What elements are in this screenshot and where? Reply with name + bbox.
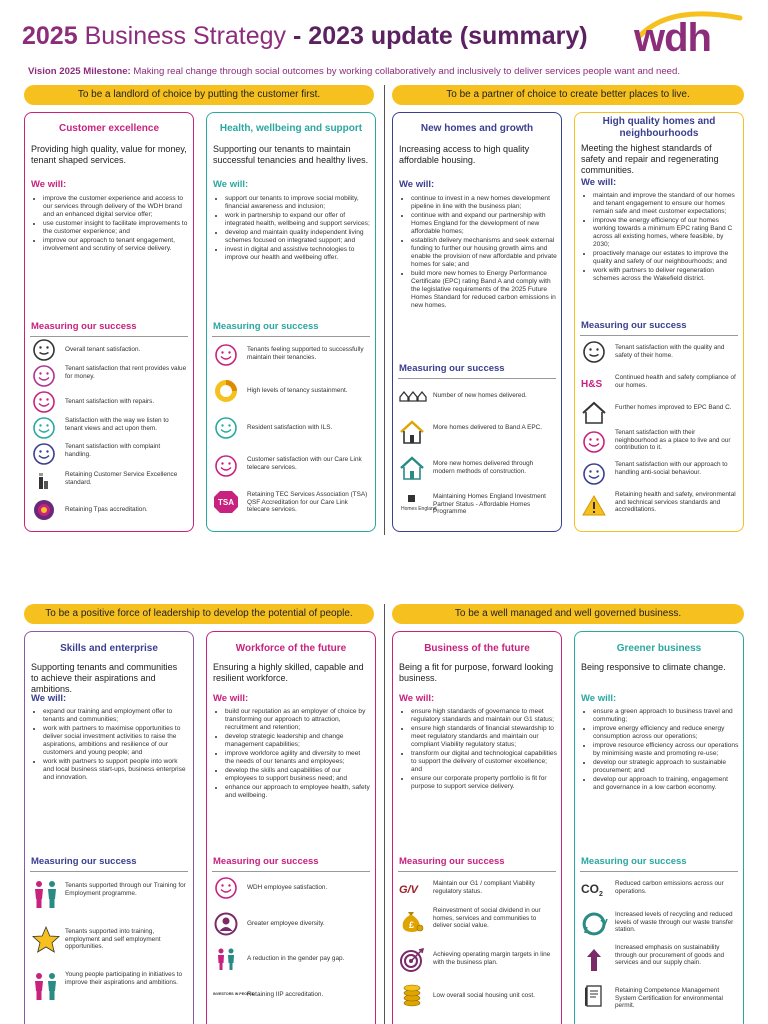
people-icon xyxy=(31,971,61,1001)
card-health-wellbeing xyxy=(206,112,376,532)
card-title: New homes and growth xyxy=(420,123,534,134)
list-item: • develop and maintain quality independent living schemes focused on integrated support; and xyxy=(225,229,371,245)
commitments-list xyxy=(31,708,189,783)
measure-text: Reduced carbon emissions across our operations. xyxy=(615,880,724,895)
hs-text: H&S xyxy=(581,379,603,390)
list-item: • work with partners to support people into work and local business start-ups, business enterprise and innovation. xyxy=(43,758,189,782)
we-will-heading: We will: xyxy=(213,179,249,190)
card-title: Skills and enterprise xyxy=(60,643,158,654)
divider xyxy=(398,871,556,872)
measuring-heading: Measuring our success xyxy=(31,321,137,332)
people-icon xyxy=(213,946,239,972)
we-will-heading: We will: xyxy=(213,693,249,704)
divider xyxy=(212,336,370,337)
banner-leadership: To be a positive force of leadership to develop the potential of people. xyxy=(24,604,374,624)
list-item: • work in partnership to expand our offer of integrated health, wellbeing and support services; xyxy=(225,212,371,228)
card-intro: Being responsive to climate change. xyxy=(581,662,726,672)
list-item: • ensure high standards of governance to meet regulatory standards and maintain our G1 status; xyxy=(411,708,557,724)
commitments-list xyxy=(213,708,371,801)
measure-row xyxy=(213,911,369,937)
measure-text: Number of new homes delivered. xyxy=(433,392,527,399)
commitments-list xyxy=(399,195,557,311)
measure-text: Young people participating in initiatives to improve their aspirations and ambitions. xyxy=(65,971,183,986)
smiley-face-icon xyxy=(213,342,239,368)
list-item: • ensure high standards of financial stewardship to meet regulatory standards and maintain our compliant Viability regulatory status; xyxy=(411,725,557,749)
divider xyxy=(580,871,738,872)
measure-text: Increased emphasis on sustainability through our procurement of goods and services and our supply chain. xyxy=(615,944,725,967)
list-item: • improve our approach to tenant engagement, involvement and scrutiny of service delivery. xyxy=(43,237,189,253)
measure-text: Reinvestment of social dividend in our homes, services and communities to deliver social value. xyxy=(433,907,541,930)
divider xyxy=(398,378,556,379)
list-item: • work with partners to maximise opportunities to deliver social investment activities to raise the aspirations, ambitions and resilience of our customers and young people; and xyxy=(43,725,189,757)
svg-text:£: £ xyxy=(408,920,415,930)
measuring-heading: Measuring our success xyxy=(399,856,505,867)
recycle-icon xyxy=(581,911,607,937)
title-main: Business Strategy xyxy=(77,22,294,50)
title-year: 2025 xyxy=(22,22,78,50)
measure-row xyxy=(213,946,369,972)
measure-text: Tenant satisfaction with repairs. xyxy=(65,398,155,405)
smiley-face-icon xyxy=(213,875,239,901)
star-icon xyxy=(31,925,61,955)
measure-row xyxy=(399,419,555,445)
measure-row xyxy=(31,879,187,911)
measure-row xyxy=(399,947,555,973)
commitments-list xyxy=(581,708,739,793)
measure-text: High levels of tenancy sustainment. xyxy=(247,387,348,394)
list-item: • build more new homes to Energy Performance Certificate (EPC) rating Band A and comply with the legislative requirements of the 2025 Future Homes Standard for reduced carbon emissions in new homes. xyxy=(411,270,557,310)
card-customer-excellence xyxy=(24,112,194,532)
house-icon xyxy=(399,419,425,445)
smiley-face-icon xyxy=(31,389,57,415)
list-item: • continue with and expand our partnership with Homes England for the development of new affordable homes; xyxy=(411,212,557,236)
list-item: • continue to invest in a new homes development pipeline in line with the business plan; xyxy=(411,195,557,211)
person-circle-icon xyxy=(213,911,239,937)
measure-row xyxy=(213,342,369,368)
measure-text: Retaining Competence Management System Certification for environmental permit. xyxy=(615,987,723,1010)
gv-logo-icon xyxy=(399,876,429,902)
measure-text: Tenants supported through our Training for Employment programme. xyxy=(65,882,186,897)
measure-row xyxy=(213,415,369,441)
tsa-text: TSA xyxy=(218,498,234,507)
card-business-future xyxy=(392,631,562,1024)
list-item: • maintain and improve the standard of our homes and tenant engagement to ensure our homes remain safe and meet customer expectations; xyxy=(593,192,739,216)
measure-text: Maintaining Homes England Investment Partner Status - Affordable Homes Programme xyxy=(433,493,546,516)
card-intro: Increasing access to high quality affordable housing. xyxy=(399,144,530,165)
card-title xyxy=(579,116,739,140)
divider xyxy=(212,871,370,872)
commitments-list xyxy=(213,195,371,263)
measure-text: Customer satisfaction with our Care Link telecare services. xyxy=(247,456,362,471)
measure-row xyxy=(581,461,737,487)
arrow-up-icon xyxy=(581,947,607,973)
measure-text: Tenants feeling supported to successfully maintain their tenancies. xyxy=(247,346,364,361)
card-skills-enterprise xyxy=(24,631,194,1024)
measure-text: Maintain our G1 / compliant Viability regulatory status. xyxy=(433,880,535,895)
smiley-face-icon xyxy=(31,363,57,389)
measure-row xyxy=(399,493,555,519)
list-item: • develop strategic leadership and change management capabilities; xyxy=(225,733,371,749)
measure-row xyxy=(581,876,737,902)
measure-row xyxy=(31,925,187,955)
card-high-quality-homes xyxy=(574,112,744,532)
list-item: • build our reputation as an employer of choice by transforming our approach to attraction, recruitment and retention; xyxy=(225,708,371,732)
banner-partner: To be a partner of choice to create better places to live. xyxy=(392,85,744,105)
card-greener-business xyxy=(574,631,744,1024)
measure-text: WDH employee satisfaction. xyxy=(247,884,328,891)
tpas-badge-icon xyxy=(31,497,57,523)
measure-row xyxy=(31,337,187,363)
logo-text: wdh xyxy=(634,16,711,60)
banner-landlord: To be a landlord of choice by putting the customer first. xyxy=(24,85,374,105)
card-intro: Providing high quality, value for money, tenant shaped services. xyxy=(31,144,187,165)
measure-row xyxy=(581,944,737,977)
list-item: • support our tenants to improve social mobility, financial awareness and inclusion; xyxy=(225,195,371,211)
money-bag-icon xyxy=(399,908,425,934)
card-title-text: High quality homes and neighbourhoods xyxy=(602,116,716,139)
homes-england-text: Homes England xyxy=(401,506,437,512)
smiley-face-icon xyxy=(213,415,239,441)
card-intro: Supporting our tenants to maintain successful tenancies and healthy lives. xyxy=(213,144,369,165)
measure-text: Retaining IIP accreditation. xyxy=(247,991,324,998)
measure-row xyxy=(581,493,737,519)
measuring-heading: Measuring our success xyxy=(213,856,319,867)
card-title: Workforce of the future xyxy=(235,643,347,654)
measure-text: More new homes delivered through modern methods of construction. xyxy=(433,460,534,475)
list-item: • proactively manage our estates to improve the quality and safety of our neighbourhoods; and xyxy=(593,250,739,266)
we-will-heading: We will: xyxy=(399,693,435,704)
co2-subscript: 2 xyxy=(599,891,603,898)
homes-england-logo-icon xyxy=(399,493,437,519)
card-title: Greener business xyxy=(616,643,702,654)
measure-text: Tenant satisfaction with their neighbourhood as a place to live and our contribution to it. xyxy=(615,429,731,452)
commitments-list xyxy=(581,192,739,284)
tsa-logo-icon xyxy=(213,489,239,515)
target-icon xyxy=(399,947,425,973)
houses-row-icon xyxy=(399,383,429,409)
card-new-homes xyxy=(392,112,562,532)
list-item: • improve resource efficiency across our operations by minimising waste and promoting re-use; xyxy=(593,742,739,758)
ring-chart-icon xyxy=(213,378,239,404)
measuring-heading: Measuring our success xyxy=(213,321,319,332)
measure-row xyxy=(31,389,187,415)
card-intro: Supporting tenants and communities to achieve their aspirations and ambitions. xyxy=(31,662,178,694)
measuring-heading: Measuring our success xyxy=(31,856,137,867)
measuring-heading: Measuring our success xyxy=(581,320,687,331)
card-intro: Meeting the highest standards of safety and repair and regenerating communities. xyxy=(581,143,719,175)
column-divider-top xyxy=(384,85,385,535)
list-item: • work with partners to deliver regeneration schemes across the Wakefield district. xyxy=(593,267,739,283)
measure-row xyxy=(213,982,369,1008)
list-item: • improve energy efficiency and reduce energy consumption across our operations; xyxy=(593,725,739,741)
list-item: • develop our approach to training, engagement and governance in a low carbon economy. xyxy=(593,776,739,792)
card-title: Health, wellbeing and support xyxy=(219,123,363,134)
measure-row xyxy=(399,383,555,409)
list-item: • ensure our corporate property portfolio is fit for purpose to support service delivery. xyxy=(411,775,557,791)
neutral-face-icon xyxy=(31,337,57,363)
measure-row xyxy=(31,363,187,389)
measure-text: Retaining health and safety, environmental and technical services standards and accreditations. xyxy=(615,491,736,514)
award-logo-icon xyxy=(31,469,57,495)
measure-row xyxy=(581,911,737,941)
we-will-heading: We will: xyxy=(581,177,617,188)
measure-text: Retaining TEC Services Association (TSA) QSF Accreditation for our Care Link telecare services. xyxy=(247,491,368,514)
title-update: 2023 update (summary) xyxy=(308,22,588,50)
measure-row xyxy=(31,415,187,441)
column-divider-bottom xyxy=(384,604,385,1024)
vision-statement xyxy=(28,66,680,77)
measure-text: Resident satisfaction with ILS. xyxy=(247,424,333,431)
we-will-heading: We will: xyxy=(31,693,67,704)
measure-row xyxy=(31,469,187,495)
list-item: • invest in digital and assistive technologies to improve our health and wellbeing offer. xyxy=(225,246,371,262)
page-title xyxy=(22,22,588,51)
co2-text: CO xyxy=(581,882,599,896)
divider xyxy=(30,871,188,872)
measure-text: Achieving operating margin targets in line with the business plan. xyxy=(433,951,551,966)
measure-row xyxy=(213,489,369,515)
measure-text: Further homes improved to EPC Band C. xyxy=(615,404,732,411)
measure-row xyxy=(581,983,737,1009)
measure-row xyxy=(581,370,737,396)
smiley-face-icon xyxy=(581,429,607,455)
people-icon xyxy=(31,879,61,909)
house-icon xyxy=(399,455,425,481)
we-will-heading: We will: xyxy=(399,179,435,190)
card-workforce-future xyxy=(206,631,376,1024)
list-item: • improve the energy efficiency of our homes working towards a minimum EPC rating Band C across all existing homes, where feasible, by 2030; xyxy=(593,217,739,249)
list-item: • enhance our approach to employee health, safety and wellbeing. xyxy=(225,784,371,800)
house-outline-icon xyxy=(581,400,607,426)
list-item: • develop the skills and capabilities of our employees to support business need; and xyxy=(225,767,371,783)
commitments-list xyxy=(399,708,557,792)
list-item: • establish delivery mechanisms and seek external funding to further our housing growth aims and enable the provision of new affordable and private homes for sale; and xyxy=(411,237,557,269)
list-item: • improve workforce agility and diversity to meet the needs of our tenants and employees; xyxy=(225,750,371,766)
measure-row xyxy=(31,971,187,1005)
we-will-heading: We will: xyxy=(31,179,67,190)
measure-text: Tenant satisfaction with complaint handling. xyxy=(65,443,161,458)
measuring-heading: Measuring our success xyxy=(581,856,687,867)
title-dash: - xyxy=(293,22,309,50)
iip-logo-icon xyxy=(213,982,254,1008)
vision-text: Making real change through social outcomes by working collaboratively and inclusively to deliver services people want and need. xyxy=(130,66,681,77)
list-item: • ensure a green approach to business travel and commuting; xyxy=(593,708,739,724)
measure-text: Tenants supported into training, employment and self employment opportunities. xyxy=(65,928,161,951)
measure-text: Greater employee diversity. xyxy=(247,920,325,927)
list-item: • use customer insight to facilitate improvements to the customer experience; and xyxy=(43,220,189,236)
card-intro: Ensuring a highly skilled, capable and resilient workforce. xyxy=(213,662,364,683)
wdh-logo xyxy=(628,8,746,64)
list-item: • develop our strategic approach to sustainable procurement; and xyxy=(593,759,739,775)
coins-icon xyxy=(399,983,425,1009)
measure-text: Tenant satisfaction with the quality and safety of their home. xyxy=(615,344,725,359)
measure-row xyxy=(213,875,369,901)
hs-logo-icon xyxy=(581,370,607,396)
we-will-heading: We will: xyxy=(581,693,617,704)
measure-row xyxy=(31,441,187,467)
measure-text: Tenant satisfaction that rent provides value for money. xyxy=(65,365,187,380)
divider xyxy=(580,335,738,336)
smiley-face-icon xyxy=(31,441,57,467)
list-item: • transform our digital and technological capabilities to support the delivery of customer excellence; and xyxy=(411,750,557,774)
measure-text: A reduction in the gender pay gap. xyxy=(247,955,345,962)
smiley-face-icon xyxy=(31,415,57,441)
co2-icon xyxy=(581,876,611,902)
neutral-face-icon xyxy=(581,339,607,365)
iip-text: INVESTORS IN PEOPLE xyxy=(213,992,254,996)
banner-governed: To be a well managed and well governed business. xyxy=(392,604,744,624)
measuring-heading: Measuring our success xyxy=(399,363,505,374)
measure-text: Increased levels of recycling and reduced levels of waste through our waste transfer station. xyxy=(615,911,734,934)
measure-text: Continued health and safety compliance of our homes. xyxy=(615,374,736,389)
measure-text: Retaining Tpas accreditation. xyxy=(65,506,148,513)
certificate-icon xyxy=(581,983,607,1009)
measure-text: Low overall social housing unit cost. xyxy=(433,992,535,999)
smiley-face-icon xyxy=(581,461,607,487)
measure-row xyxy=(581,429,737,455)
card-intro: Being a fit for purpose, forward looking business. xyxy=(399,662,554,683)
measure-row xyxy=(399,455,555,481)
measure-row xyxy=(213,453,369,479)
measure-text: Retaining Customer Service Excellence standard. xyxy=(65,471,178,486)
card-title: Business of the future xyxy=(424,643,530,654)
measure-row xyxy=(31,497,187,523)
measure-row xyxy=(213,378,369,404)
list-item: • improve the customer experience and access to our services through delivery of the WDH brand and an enhanced digital service offer; xyxy=(43,195,189,219)
measure-row xyxy=(581,400,737,426)
list-item: • expand our training and employment offer to tenants and communities; xyxy=(43,708,189,724)
smiley-face-icon xyxy=(213,453,239,479)
measure-row xyxy=(399,908,555,938)
measure-text: Satisfaction with the way we listen to tenant views and act upon them. xyxy=(65,417,169,432)
commitments-list xyxy=(31,195,189,254)
card-title: Customer excellence xyxy=(58,123,160,134)
measure-row xyxy=(581,339,737,365)
measure-row xyxy=(399,876,555,902)
measure-text: Tenant satisfaction with our approach to handling anti-social behaviour. xyxy=(615,461,728,476)
vision-label: Vision 2025 Milestone: xyxy=(28,66,131,77)
measure-text: Overall tenant satisfaction. xyxy=(65,346,141,353)
measure-text: More homes delivered to Band A EPC. xyxy=(433,424,543,431)
measure-row xyxy=(399,983,555,1009)
gv-text: G/V xyxy=(399,884,418,896)
warning-icon xyxy=(581,493,607,519)
